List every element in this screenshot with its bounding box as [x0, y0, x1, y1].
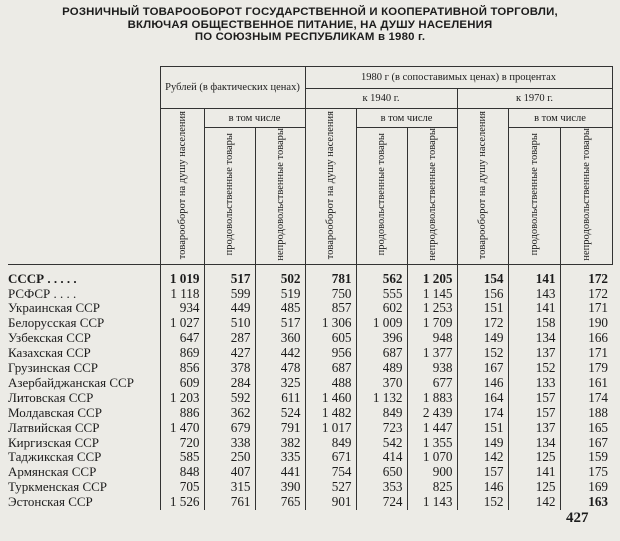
value-cell: 825 — [407, 480, 457, 495]
republic-name: Латвийская ССР — [8, 419, 100, 435]
value-cell: 1 460 — [305, 391, 356, 406]
value-cell: 165 — [560, 421, 612, 436]
value-cell: 524 — [255, 406, 305, 421]
value-cell: 723 — [356, 421, 407, 436]
value-cell: 167 — [457, 361, 508, 376]
value-cell: 1 447 — [407, 421, 457, 436]
value-cell: 527 — [305, 480, 356, 495]
table-row — [8, 301, 612, 316]
value-cell: 407 — [204, 465, 255, 480]
table-row — [8, 346, 612, 361]
value-cell: 724 — [356, 495, 407, 510]
value-cell: 157 — [508, 406, 560, 421]
value-cell: 948 — [407, 331, 457, 346]
value-cell: 172 — [457, 316, 508, 331]
value-cell: 517 — [255, 316, 305, 331]
value-cell: 1 118 — [160, 287, 204, 302]
value-cell: 485 — [255, 301, 305, 316]
header-incl-1940: в том числе — [356, 109, 457, 128]
corner-cell — [8, 67, 160, 265]
value-cell: 151 — [457, 421, 508, 436]
republic-name: Грузинская ССР — [8, 360, 99, 376]
value-cell: 488 — [305, 376, 356, 391]
value-cell: 605 — [305, 331, 356, 346]
value-cell: 671 — [305, 450, 356, 465]
value-cell: 791 — [255, 421, 305, 436]
header-incl-1970: в том числе — [508, 109, 612, 128]
value-cell: 137 — [508, 346, 560, 361]
value-cell: 134 — [508, 331, 560, 346]
header-to-1970: к 1970 г. — [457, 89, 612, 109]
value-cell: 602 — [356, 301, 407, 316]
value-cell: 1 027 — [160, 316, 204, 331]
value-cell: 849 — [356, 406, 407, 421]
value-cell: 414 — [356, 450, 407, 465]
table-row — [8, 287, 612, 302]
header-to-1940: к 1940 г. — [305, 89, 457, 109]
value-cell: 142 — [457, 450, 508, 465]
value-cell: 687 — [356, 346, 407, 361]
value-cell: 370 — [356, 376, 407, 391]
value-cell: 1 132 — [356, 391, 407, 406]
republic-name: Армянская ССР — [8, 464, 97, 480]
value-cell: 378 — [204, 361, 255, 376]
value-cell: 1 355 — [407, 436, 457, 451]
value-cell: 143 — [508, 287, 560, 302]
header-food-rub: продовольственные товары — [204, 128, 255, 265]
table-row — [8, 436, 612, 451]
value-cell: 1 883 — [407, 391, 457, 406]
value-cell: 141 — [508, 301, 560, 316]
value-cell: 1 019 — [160, 264, 204, 286]
header-food-1970: продовольственные товары — [508, 128, 560, 265]
value-cell: 161 — [560, 376, 612, 391]
value-cell: 677 — [407, 376, 457, 391]
value-cell: 1 377 — [407, 346, 457, 361]
value-cell: 360 — [255, 331, 305, 346]
value-cell: 1 070 — [407, 450, 457, 465]
value-cell: 125 — [508, 480, 560, 495]
value-cell: 901 — [305, 495, 356, 510]
value-cell: 510 — [204, 316, 255, 331]
header-per-capita-rub: товарооборот на душу населения — [160, 109, 204, 265]
table-row — [8, 361, 612, 376]
value-cell: 611 — [255, 391, 305, 406]
value-cell: 146 — [457, 480, 508, 495]
value-cell: 1 306 — [305, 316, 356, 331]
value-cell: 478 — [255, 361, 305, 376]
value-cell: 848 — [160, 465, 204, 480]
header-nonfood-1940: непродовольственные товары — [407, 128, 457, 265]
table-row — [8, 450, 612, 465]
value-cell: 609 — [160, 376, 204, 391]
value-cell: 857 — [305, 301, 356, 316]
value-cell: 599 — [204, 287, 255, 302]
value-cell: 284 — [204, 376, 255, 391]
header-incl-rub: в том числе — [204, 109, 305, 128]
header-rubles: Рублей (в фактических ценах) — [160, 67, 305, 109]
republic-name: Киргизская ССР — [8, 434, 100, 450]
value-cell: 390 — [255, 480, 305, 495]
header-nonfood-rub: непродовольственные товары — [255, 128, 305, 265]
value-cell: 175 — [560, 465, 612, 480]
value-cell: 442 — [255, 346, 305, 361]
value-cell: 441 — [255, 465, 305, 480]
value-cell: 172 — [560, 264, 612, 286]
value-cell: 1 470 — [160, 421, 204, 436]
value-cell: 900 — [407, 465, 457, 480]
table-row — [8, 465, 612, 480]
value-cell: 427 — [204, 346, 255, 361]
republic-name: Эстонская ССР — [8, 494, 93, 510]
value-cell: 517 — [204, 264, 255, 286]
value-cell: 134 — [508, 436, 560, 451]
value-cell: 886 — [160, 406, 204, 421]
value-cell: 592 — [204, 391, 255, 406]
value-cell: 1 482 — [305, 406, 356, 421]
value-cell: 190 — [560, 316, 612, 331]
value-cell: 171 — [560, 301, 612, 316]
value-cell: 151 — [457, 301, 508, 316]
value-cell: 781 — [305, 264, 356, 286]
table-row — [8, 421, 612, 436]
value-cell: 167 — [560, 436, 612, 451]
value-cell: 502 — [255, 264, 305, 286]
value-cell: 1 526 — [160, 495, 204, 510]
republic-name: Казахская ССР — [8, 345, 91, 361]
value-cell: 869 — [160, 346, 204, 361]
value-cell: 1 145 — [407, 287, 457, 302]
value-cell: 705 — [160, 480, 204, 495]
value-cell: 159 — [560, 450, 612, 465]
header-comparable: 1980 г (в сопоставимых ценах) в процентах — [305, 67, 612, 89]
value-cell: 133 — [508, 376, 560, 391]
value-cell: 934 — [160, 301, 204, 316]
value-cell: 1 143 — [407, 495, 457, 510]
value-cell: 315 — [204, 480, 255, 495]
value-cell: 849 — [305, 436, 356, 451]
value-cell: 555 — [356, 287, 407, 302]
value-cell: 489 — [356, 361, 407, 376]
table-row — [8, 316, 612, 331]
title-line-2: ВКЛЮЧАЯ ОБЩЕСТВЕННОЕ ПИТАНИЕ, НА ДУШУ НАСЕЛЕНИЯ — [127, 18, 493, 31]
value-cell: 650 — [356, 465, 407, 480]
value-cell: 1 203 — [160, 391, 204, 406]
value-cell: 938 — [407, 361, 457, 376]
value-cell: 1 017 — [305, 421, 356, 436]
value-cell: 137 — [508, 421, 560, 436]
table-row — [8, 480, 612, 495]
value-cell: 562 — [356, 264, 407, 286]
value-cell: 687 — [305, 361, 356, 376]
value-cell: 142 — [508, 495, 560, 510]
value-cell: 174 — [457, 406, 508, 421]
value-cell: 141 — [508, 264, 560, 286]
republic-name: СССР . . . . . — [8, 270, 77, 286]
value-cell: 338 — [204, 436, 255, 451]
value-cell: 166 — [560, 331, 612, 346]
value-cell: 396 — [356, 331, 407, 346]
data-table — [8, 66, 613, 510]
value-cell: 141 — [508, 465, 560, 480]
value-cell: 149 — [457, 436, 508, 451]
value-cell: 163 — [560, 495, 612, 510]
value-cell: 585 — [160, 450, 204, 465]
value-cell: 152 — [457, 495, 508, 510]
page-number: 427 — [566, 510, 589, 526]
title-line-1: РОЗНИЧНЫЙ ТОВАРООБОРОТ ГОСУДАРСТВЕННОЙ И КООПЕРАТИВНОЙ ТОРГОВЛИ, — [62, 6, 558, 18]
value-cell: 287 — [204, 331, 255, 346]
table-row — [8, 331, 612, 346]
value-cell: 157 — [508, 391, 560, 406]
table-row — [8, 406, 612, 421]
value-cell: 856 — [160, 361, 204, 376]
value-cell: 519 — [255, 287, 305, 302]
value-cell: 152 — [457, 346, 508, 361]
value-cell: 169 — [560, 480, 612, 495]
republic-name: Украинская ССР — [8, 300, 101, 316]
republic-name: Литовская ССР — [8, 389, 94, 405]
republic-name: Белорусская ССР — [8, 315, 105, 331]
value-cell: 157 — [457, 465, 508, 480]
value-cell: 353 — [356, 480, 407, 495]
table-row — [8, 495, 612, 510]
value-cell: 2 439 — [407, 406, 457, 421]
republic-name: Азербайджанская ССР — [8, 374, 134, 390]
value-cell: 647 — [160, 331, 204, 346]
value-cell: 179 — [560, 361, 612, 376]
value-cell: 1 205 — [407, 264, 457, 286]
value-cell: 171 — [560, 346, 612, 361]
header-nonfood-1970: непродовольственные товары — [560, 128, 612, 265]
value-cell: 156 — [457, 287, 508, 302]
value-cell: 449 — [204, 301, 255, 316]
value-cell: 152 — [508, 361, 560, 376]
value-cell: 335 — [255, 450, 305, 465]
value-cell: 761 — [204, 495, 255, 510]
republic-name: Туркменская ССР — [8, 479, 108, 495]
value-cell: 164 — [457, 391, 508, 406]
value-cell: 1 253 — [407, 301, 457, 316]
value-cell: 542 — [356, 436, 407, 451]
value-cell: 174 — [560, 391, 612, 406]
value-cell: 1 709 — [407, 316, 457, 331]
value-cell: 362 — [204, 406, 255, 421]
value-cell: 325 — [255, 376, 305, 391]
value-cell: 1 009 — [356, 316, 407, 331]
value-cell: 154 — [457, 264, 508, 286]
value-cell: 382 — [255, 436, 305, 451]
table-row — [8, 264, 612, 286]
value-cell: 250 — [204, 450, 255, 465]
value-cell: 679 — [204, 421, 255, 436]
value-cell: 956 — [305, 346, 356, 361]
value-cell: 149 — [457, 331, 508, 346]
value-cell: 158 — [508, 316, 560, 331]
header-food-1940: продовольственные товары — [356, 128, 407, 265]
table-title — [8, 6, 612, 44]
header-per-capita-1970: товарооборот на душу населения — [457, 109, 508, 265]
value-cell: 750 — [305, 287, 356, 302]
republic-name: Таджикская ССР — [8, 449, 102, 465]
value-cell: 172 — [560, 287, 612, 302]
title-line-3: ПО СОЮЗНЫМ РЕСПУБЛИКАМ в 1980 г. — [194, 31, 426, 43]
republic-name: Узбекская ССР — [8, 330, 91, 346]
republic-name: РСФСР . . . . — [8, 285, 77, 301]
header-per-capita-1940: товарооборот на душу населения — [305, 109, 356, 265]
value-cell: 754 — [305, 465, 356, 480]
table-row — [8, 376, 612, 391]
value-cell: 720 — [160, 436, 204, 451]
value-cell: 765 — [255, 495, 305, 510]
value-cell: 146 — [457, 376, 508, 391]
table-row — [8, 391, 612, 406]
table-body — [8, 264, 612, 510]
value-cell: 188 — [560, 406, 612, 421]
republic-name: Молдавская ССР — [8, 404, 102, 420]
value-cell: 125 — [508, 450, 560, 465]
